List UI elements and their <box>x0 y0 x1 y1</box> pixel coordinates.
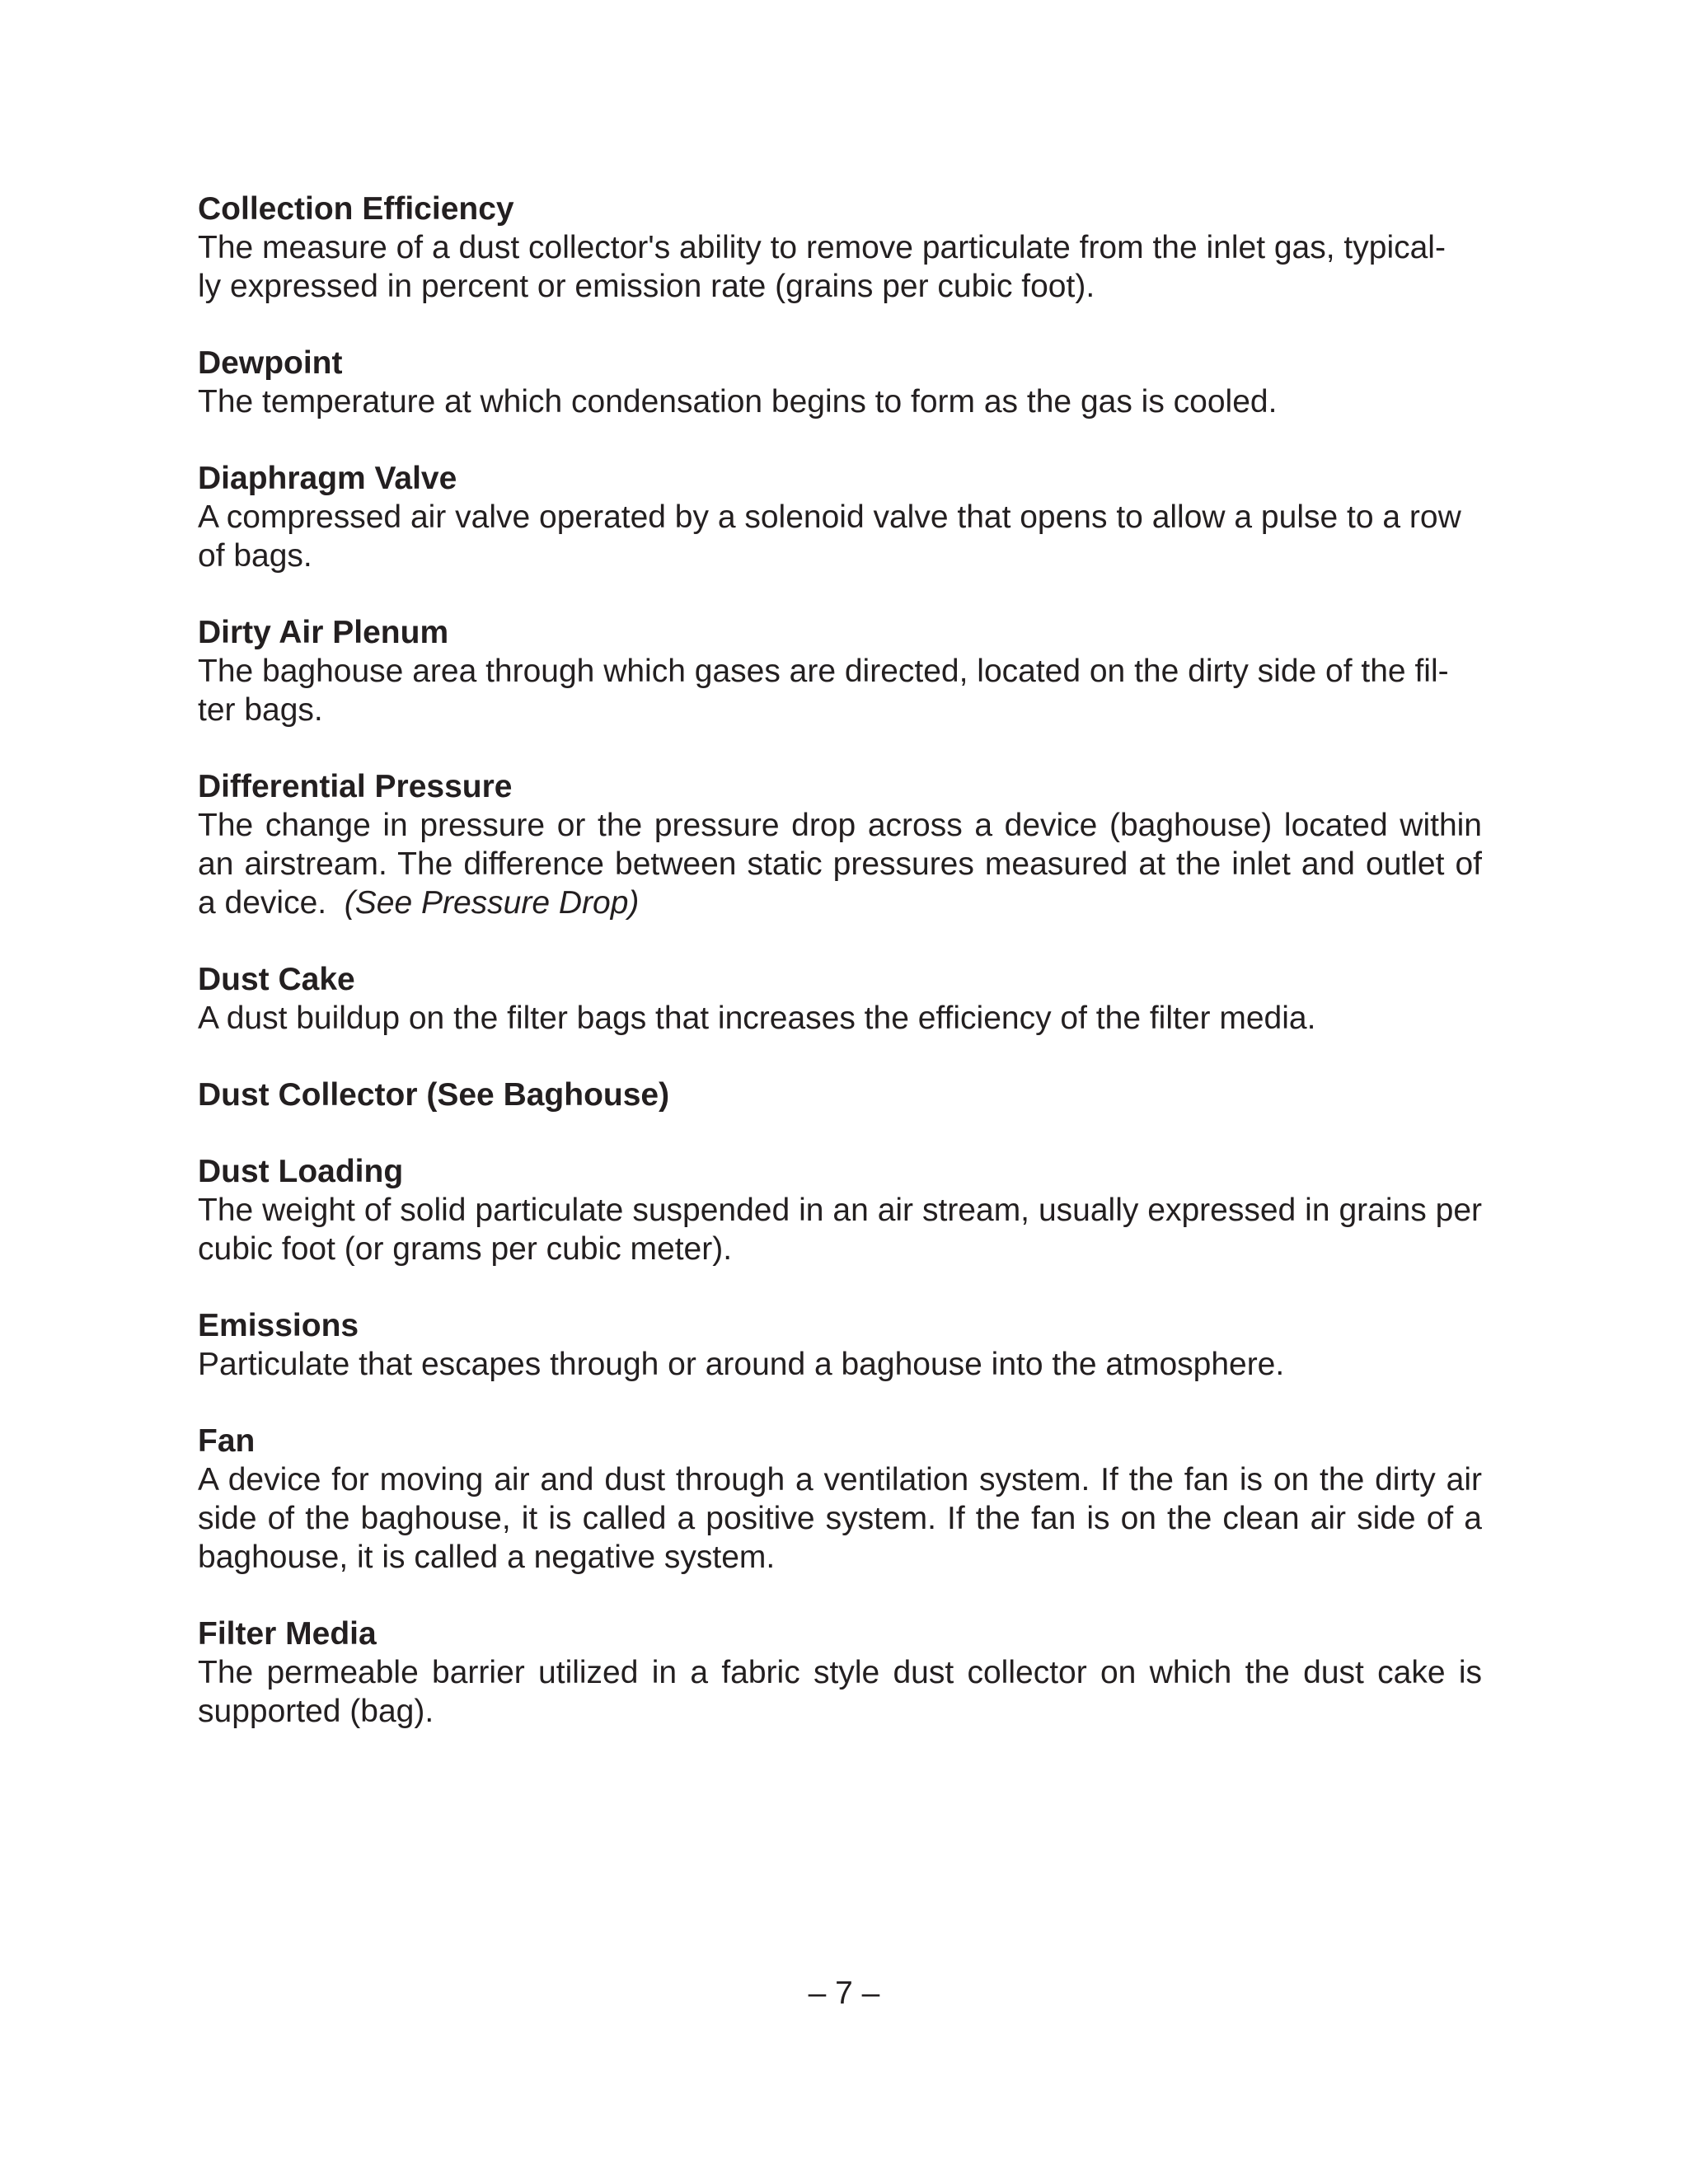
glossary-entry-dust-collector <box>198 1076 1482 1114</box>
term-heading: Dewpoint <box>198 345 343 381</box>
term-definition: The temperature at which condensation begins to form as the gas is cooled. <box>198 384 1278 419</box>
page-number: – 7 – <box>808 1975 880 2011</box>
glossary-entry-differential-pressure <box>198 767 1482 922</box>
term-definition <box>198 806 1482 922</box>
term-heading: Dust Cake <box>198 962 355 997</box>
term-definition: A dust buildup on the filter bags that increases the efficiency of the filter media. <box>198 1001 1316 1036</box>
definition-text: The change in pressure or the pressure drop across a device (baghouse) located within an airstream. The difference between static pressures measured at the inlet and outlet of a device. <box>198 808 1482 921</box>
term-heading: Filter Media <box>198 1616 377 1652</box>
term-definition: A device for moving air and dust through a ventilation system. If the fan is on the dirty air side of the baghouse, it is called a positive system. If the fan is on the clean air side of a baghouse, it is called a negative system. <box>198 1462 1482 1575</box>
term-heading: Diaphragm Valve <box>198 461 457 496</box>
term-definition: The baghouse area through which gases are directed, located on the dirty side of the fil- ter bags. <box>198 654 1449 728</box>
term-heading: Dust Collector (See Baghouse) <box>198 1077 670 1113</box>
glossary-entry-dust-cake <box>198 960 1482 1038</box>
term-heading: Emissions <box>198 1308 359 1343</box>
glossary-entry-filter-media <box>198 1615 1482 1731</box>
glossary-page <box>198 190 1482 1769</box>
see-also-reference: (See Pressure Drop) <box>344 885 640 921</box>
glossary-entry-fan <box>198 1422 1482 1577</box>
term-heading: Fan <box>198 1423 256 1459</box>
glossary-entry-dewpoint <box>198 344 1482 421</box>
term-heading: Differential Pressure <box>198 769 513 804</box>
glossary-entry-diaphragm-valve <box>198 459 1482 575</box>
term-heading: Dirty Air Plenum <box>198 615 449 650</box>
term-definition: A compressed air valve operated by a solenoid valve that opens to allow a pulse to a row of bags. <box>198 499 1461 574</box>
glossary-entry-collection-efficiency <box>198 190 1482 306</box>
glossary-entry-dust-loading <box>198 1152 1482 1268</box>
glossary-entry-dirty-air-plenum <box>198 613 1482 729</box>
term-heading: Dust Loading <box>198 1154 404 1189</box>
term-definition: The permeable barrier utilized in a fabric style dust collector on which the dust cake is supported (bag). <box>198 1655 1482 1729</box>
term-definition: The measure of a dust collector's ability to remove particulate from the inlet gas, typical- ly expressed in percent or emission rate (grains per cubic foot). <box>198 230 1446 304</box>
term-definition: The weight of solid particulate suspended in an air stream, usually expressed in grains per cubic foot (or grams per cubic meter). <box>198 1193 1482 1267</box>
glossary-entry-emissions <box>198 1306 1482 1384</box>
term-definition: Particulate that escapes through or around a baghouse into the atmosphere. <box>198 1347 1285 1382</box>
term-heading: Collection Efficiency <box>198 191 514 227</box>
